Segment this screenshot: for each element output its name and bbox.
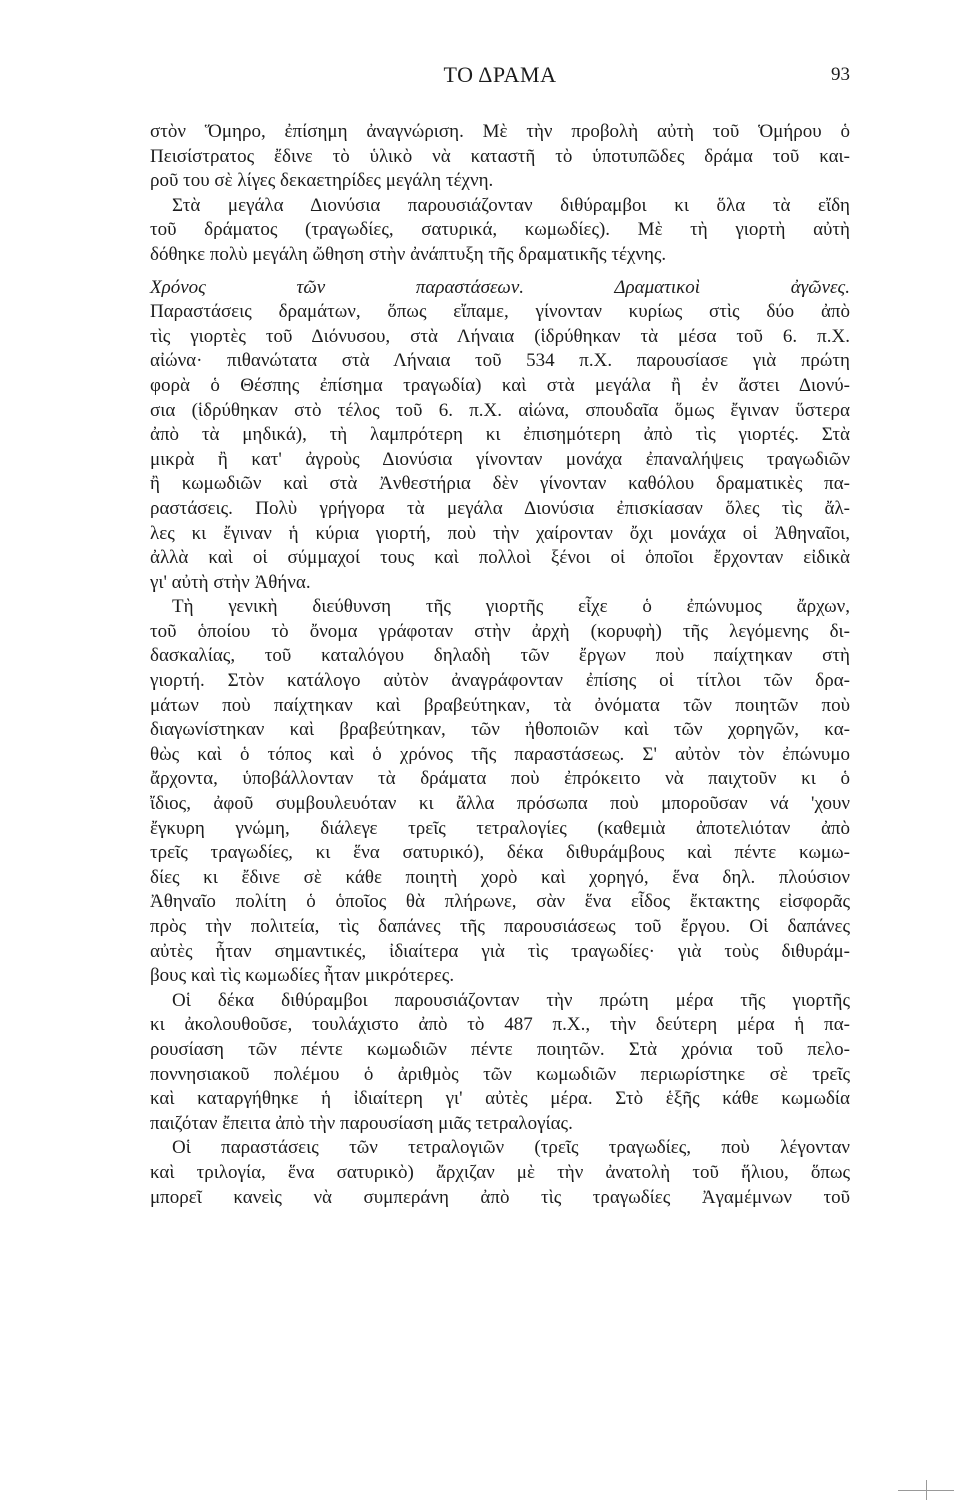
text-line: σια (ἱδρύθηκαν στὸ τέλος τοῦ 6. π.Χ. αἰώνα, σπουδαῖα ὅμως ἔγιναν ὕστερα — [150, 399, 850, 421]
text-line: ἔγκυρη γνώμη, διάλεγε τρεῖς τετραλογίες (καθεμιὰ ἀποτελιόταν ἀπὸ — [150, 817, 850, 839]
text-line: Παραστάσεις δραμάτων, ὅπως εἴπαμε, γίνονταν κυρίως στὶς δύο ἀπὸ — [150, 301, 850, 323]
text-line: Οἱ δέκα διθύραμβοι παρουσιάζονταν τὴν πρώτη μέρα τῆς γιορτῆς — [172, 989, 850, 1011]
text-line: δασκαλίας, τοῦ καταλόγου δηλαδὴ τῶν ἔργων ποὺ παίχτηκαν στὴ — [150, 645, 850, 667]
text-line: ροῦ του σὲ λίγες δεκαετηρίδες μεγάλη τέχνη. — [150, 170, 494, 192]
section-heading: Χρόνος τῶν παραστάσεων. Δραματικοὶ ἀγῶνες. — [150, 276, 850, 298]
running-title: ΤΟ ΔΡΑΜΑ — [443, 62, 557, 87]
text-line: καὶ τριλογία, ἕνα σατυρικὸ) ἄρχιζαν μὲ τὴν ἀνατολὴ τοῦ ἥλιου, ὅπως — [150, 1161, 850, 1183]
text-line: τοῦ δράματος (τραγωδίες, σατυρικά, κωμωδίες). Μὲ τὴ γιορτὴ αὐτὴ — [150, 219, 850, 241]
text-line: τοῦ ὁποίου τὸ ὄνομα γράφοταν στὴν ἀρχὴ (κορυφὴ) τῆς λεγόμενης δι- — [150, 620, 850, 642]
text-line: τρεῖς τραγωδίες, κι ἕνα σατυρικό), δέκα διθυράμβους καὶ πέντε κωμω- — [150, 842, 850, 864]
text-line: Οἱ παραστάσεις τῶν τετραλογιῶν (τρεῖς τραγωδίες, ποὺ λέγονταν — [172, 1137, 850, 1159]
crop-mark — [926, 1480, 927, 1500]
text-line: λες κι ἔγιναν ἡ κύρια γιορτή, ποὺ τὴν χαίρονταν ὄχι μονάχα οἱ Ἀθηναῖοι, — [150, 522, 850, 544]
text-line: τὶς γιορτὲς τοῦ Διόνυσου, στὰ Λήναια (ἱδρύθηκαν τὰ μέσα τοῦ 6. π.Χ. — [150, 325, 850, 347]
text-line: Πεισίστρατος ἔδινε τὸ ὑλικὸ νὰ καταστῆ τὸ ὑποτυπῶδες δράμα τοῦ και- — [150, 145, 850, 167]
text-line: βους καὶ τὶς κωμωδίες ἦταν μικρότερες. — [150, 965, 455, 987]
text-line: Στὰ μεγάλα Διονύσια παρουσιάζονταν διθύραμβοι κι ὅλα τὰ εἴδη — [172, 194, 850, 216]
text-line: δίες κι ἔδινε σὲ κάθε ποιητὴ χορὸ καὶ χορηγό, ἕνα δηλ. πλούσιον — [150, 866, 850, 888]
text-line: καὶ καταργήθηκε ἡ ἰδιαίτερη γι' αὐτὲς μέρα. Στὸ ἑξῆς κάθε κωμωδία — [150, 1088, 850, 1110]
text-line: ἀλλὰ καὶ οἱ σύμμαχοί τους καὶ πολλοὶ ξένοι οἱ ὁποῖοι ἔρχονταν εἰδικὰ — [150, 547, 850, 569]
text-line: στὸν Ὅμηρο, ἐπίσημη ἀναγνώριση. Μὲ τὴν προβολὴ αὐτὴ τοῦ Ὁμήρου ὁ — [150, 121, 850, 142]
text-line: φορὰ ὁ Θέσπης ἐπίσημα τραγωδία) καὶ στὰ μεγάλα ἢ ἐν ἄστει Διονύ- — [150, 374, 850, 396]
text-line: ποννησιακοῦ πολέμου ὁ ἀριθμὸς τῶν κωμωδιῶν περιωρίστηκε σὲ τρεῖς — [150, 1063, 850, 1085]
text-line: ἢ κωμωδιῶν καὶ στὰ Ἀνθεστήρια δὲν γίνονταν καθόλου δραματικὲς πα- — [150, 473, 850, 495]
page-number: 93 — [831, 64, 850, 85]
text-line: γιορτή. Στὸν κατάλογο αὐτὸν ἀναγράφονταν ἐπίσης οἱ τίτλοι τῶν δρα- — [150, 670, 850, 692]
text-line: μπορεῖ κανεὶς νὰ συμπεράνη ἀπὸ τὶς τραγωδίες Ἀγαμέμνων τοῦ — [150, 1186, 850, 1208]
page-header — [150, 62, 850, 96]
text-line: ἴδιος, ἀφοῦ συμβουλευόταν κι ἄλλα πρόσωπα ποὺ μποροῦσαν νά 'χουν — [150, 793, 850, 815]
text-line: Τὴ γενικὴ διεύθυνση τῆς γιορτῆς εἶχε ὁ ἐπώνυμος ἄρχων, — [172, 596, 850, 618]
text-line: θὼς καὶ ὁ τόπος καὶ ὁ χρόνος τῆς παραστάσεως. Σ' αὐτὸν τὸν ἐπώνυμο — [150, 743, 850, 765]
text-line: ἄρχοντα, ὑποβάλλονταν τὰ δράματα ποὺ ἐπρόκειτο νὰ παιχτοῦν κι ὁ — [150, 768, 850, 790]
text-line: γι' αὐτὴ στὴν Ἀθήνα. — [150, 571, 311, 593]
text-line: μάτων ποὺ παίχτηκαν καὶ βραβεύτηκαν, τὰ ὀνόματα τῶν ποιητῶν ποὺ — [150, 694, 850, 716]
text-line: αὐτὲς ἦταν σημαντικές, ἰδιαίτερα γιὰ τὶς τραγωδίες· γιὰ τοὺς διθυράμ- — [150, 940, 850, 962]
text-line: Ἀθηναῖο πολίτη ὁ ὁποῖος θὰ πλήρωνε, σὰν ἕνα εἶδος ἔκτακτης εἰσφορᾶς — [150, 891, 850, 913]
text-line: ραστάσεις. Πολὺ γρήγορα τὰ μεγάλα Διονύσια ἐπισκίασαν ὅλες τὶς ἄλ- — [150, 497, 850, 519]
text-line: ρουσίαση τῶν πέντε κωμωδιῶν πέντε ποιητῶν. Στὰ χρόνια τοῦ πελο- — [150, 1038, 850, 1060]
text-line: κι ἀκολουθοῦσε, τουλάχιστο ἀπὸ τὸ 487 π.Χ., τὴν δεύτερη μέρα ἡ πα- — [150, 1014, 850, 1036]
text-line: παιζόταν ἔπειτα ἀπὸ τὴν παρουσίαση μιᾶς τετραλογίας. — [150, 1112, 573, 1134]
body-text — [150, 120, 850, 1210]
text-line: μικρὰ ἢ κατ' ἀγροὺς Διονύσια γίνονταν μονάχα ἐπαναλήψεις τραγωδιῶν — [150, 448, 850, 470]
text-line: αἰώνα· πιθανώτατα στὰ Λήναια τοῦ 534 π.Χ. παρουσίασε γιὰ πρώτη — [150, 350, 850, 372]
text-line: ἀπὸ τὰ μηδικά), τὴ λαμπρότερη κι ἐπισημότερη ἀπὸ τὶς γιορτές. Στὰ — [150, 424, 850, 446]
text-line: πρὸς τὴν πολιτεία, τὶς δαπάνες τῆς παρουσιάσεως τοῦ ἔργου. Οἱ δαπάνες — [150, 916, 850, 937]
text-line: διαγωνίστηκαν καὶ βραβεύτηκαν, τῶν ἠθοποιῶν καὶ τῶν χορηγῶν, κα- — [150, 719, 850, 741]
text-line: δόθηκε πολὺ μεγάλη ὤθηση στὴν ἀνάπτυξη τῆς δραματικῆς τέχνης. — [150, 243, 667, 265]
